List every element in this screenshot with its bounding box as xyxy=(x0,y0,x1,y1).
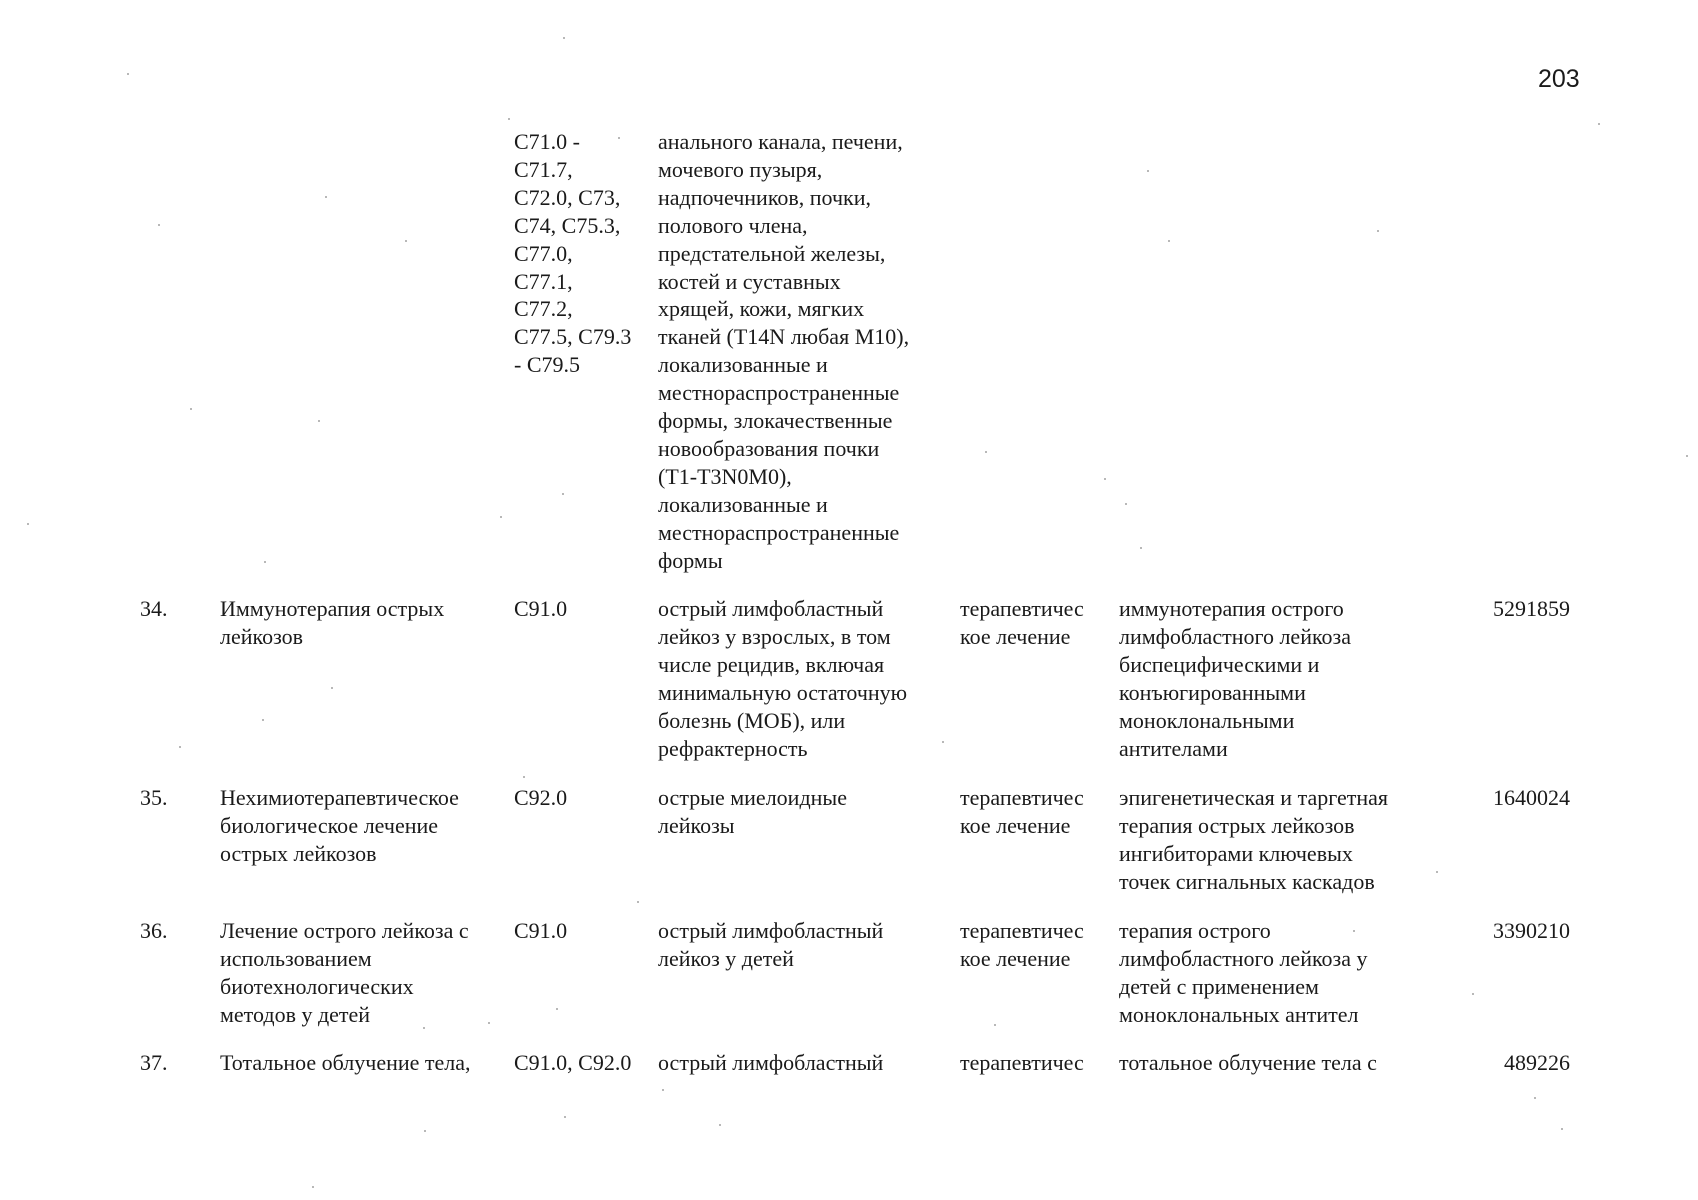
treatment-type-cell: терапевтичес кое лечение xyxy=(960,596,1084,649)
icd-codes-cell: C91.0, C92.0 xyxy=(514,1050,632,1075)
scan-speck xyxy=(405,240,407,242)
scan-speck xyxy=(994,1024,996,1026)
scan-speck xyxy=(1436,871,1438,873)
scan-speck xyxy=(563,37,565,39)
cost-cell: 1640024 xyxy=(1493,785,1570,810)
icd-codes-cell: C91.0 xyxy=(514,596,568,621)
scan-speck xyxy=(985,451,987,453)
scan-speck xyxy=(500,516,502,518)
scan-speck xyxy=(325,196,327,198)
patient-model-cell: острый лимфобластный xyxy=(658,1050,884,1075)
treatment-method-cell: тотальное облучение тела с xyxy=(1119,1050,1377,1075)
scan-speck xyxy=(662,1089,664,1091)
scan-speck xyxy=(1125,503,1127,505)
scan-speck xyxy=(127,73,129,75)
scan-speck xyxy=(488,1022,490,1024)
patient-model-cell: острый лимфобластный лейкоз у взрослых, в том числе рецидив, включая минимальную остаточную болезнь (МОБ), или рефрактерность xyxy=(658,596,908,761)
scan-speck xyxy=(523,776,525,778)
cost-cell: 3390210 xyxy=(1493,918,1570,943)
scan-speck xyxy=(564,1116,566,1118)
scan-speck xyxy=(637,901,639,903)
scan-speck xyxy=(1598,123,1600,125)
row-number: 36. xyxy=(140,918,168,943)
scan-speck xyxy=(942,741,944,743)
scan-speck xyxy=(1377,230,1379,232)
treatment-method-cell: терапия острого лимфобластного лейкоза у детей с применением моноклональных антител xyxy=(1119,918,1368,1027)
scan-speck xyxy=(264,561,266,563)
scan-speck xyxy=(1104,478,1106,480)
cost-cell: 5291859 xyxy=(1493,596,1570,621)
patient-model-cell: острые миелоидные лейкозы xyxy=(658,785,847,838)
care-type-name-cell: Лечение острого лейкоза с использованием биотехнологических методов у детей xyxy=(220,918,469,1027)
scan-speck xyxy=(179,746,181,748)
scan-speck xyxy=(618,137,620,139)
scan-speck xyxy=(312,1186,314,1188)
patient-model-cell: анального канала, печени, мочевого пузыря, надпочечников, почки, полового члена, предстательной железы, костей и суставных хрящей, кожи, мягких тканей (T14N любая M10), локализованные и местнораспространенные формы, злокачественные новообразования почки (T1-T3N0M0), локализованные и местнораспространенные формы xyxy=(658,129,910,573)
scan-speck xyxy=(1686,455,1688,457)
cost-cell: 489226 xyxy=(1504,1050,1570,1075)
icd-codes-cell: C91.0 xyxy=(514,918,568,943)
scan-speck xyxy=(1147,170,1149,172)
scan-speck xyxy=(190,408,192,410)
row-number: 37. xyxy=(140,1050,168,1075)
icd-codes-cell: C71.0 - C71.7, C72.0, C73, C74, C75.3, C77.0, C77.1, C77.2, C77.5, C79.3 - C79.5 xyxy=(514,129,632,378)
scan-speck xyxy=(423,1027,425,1029)
treatment-type-cell: терапевтичес кое лечение xyxy=(960,785,1084,838)
care-type-name-cell: Иммунотерапия острых лейкозов xyxy=(220,596,445,649)
scan-speck xyxy=(1472,993,1474,995)
patient-model-cell: острый лимфобластный лейкоз у детей xyxy=(658,918,884,971)
scan-speck xyxy=(318,420,320,422)
care-type-name-cell: Нехимиотерапевтическое биологическое лечение острых лейкозов xyxy=(220,785,459,866)
row-number: 35. xyxy=(140,785,168,810)
scan-speck xyxy=(1140,547,1142,549)
treatment-method-cell: эпигенетическая и таргетная терапия острых лейкозов ингибиторами ключевых точек сигнальных каскадов xyxy=(1119,785,1388,894)
scan-speck xyxy=(262,719,264,721)
scan-speck xyxy=(719,1124,721,1126)
scan-speck xyxy=(331,687,333,689)
scan-speck xyxy=(1534,1097,1536,1099)
page-number: 203 xyxy=(1538,65,1580,93)
scan-speck xyxy=(1168,240,1170,242)
scan-speck xyxy=(158,224,160,226)
scan-speck xyxy=(27,523,29,525)
scan-speck xyxy=(556,1008,558,1010)
treatment-type-cell: терапевтичес xyxy=(960,1050,1084,1075)
care-type-name-cell: Тотальное облучение тела, xyxy=(220,1050,471,1075)
scan-speck xyxy=(562,493,564,495)
scan-speck xyxy=(1353,930,1355,932)
treatment-type-cell: терапевтичес кое лечение xyxy=(960,918,1084,971)
scan-speck xyxy=(508,118,510,120)
treatment-method-cell: иммунотерапия острого лимфобластного лейкоза биспецифическими и конъюгированными моноклональными антителами xyxy=(1119,596,1351,761)
scan-speck xyxy=(1561,1128,1563,1130)
row-number: 34. xyxy=(140,596,168,621)
scan-speck xyxy=(424,1130,426,1132)
icd-codes-cell: C92.0 xyxy=(514,785,568,810)
